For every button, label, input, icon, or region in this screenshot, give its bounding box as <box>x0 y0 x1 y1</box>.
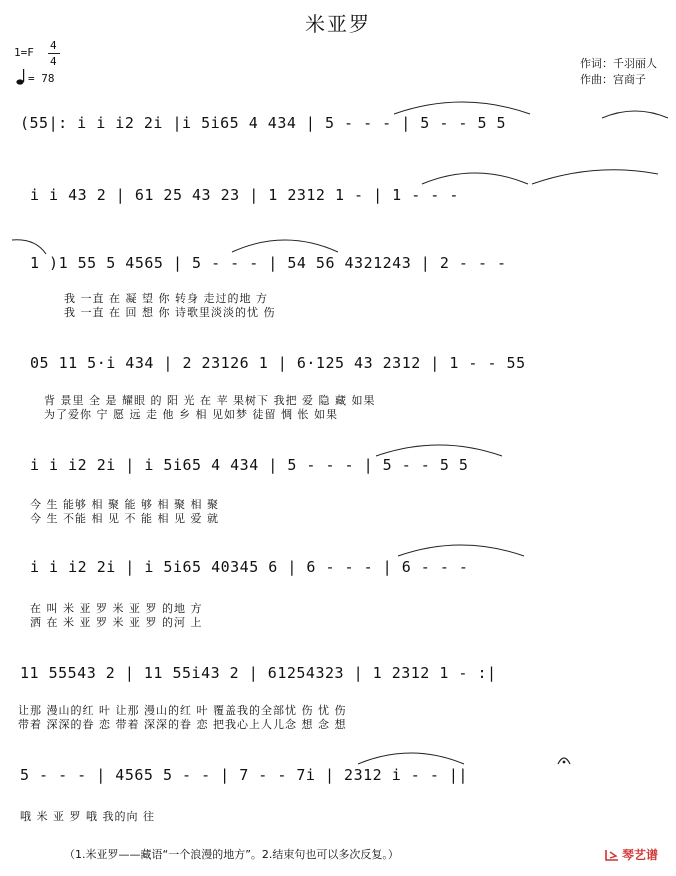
tie-mark <box>600 106 670 120</box>
tie-mark <box>10 236 50 256</box>
time-signature-divider <box>48 53 60 54</box>
time-signature-top: 4 <box>50 39 57 52</box>
lyric-verse-1: 让那 漫山的红 叶 让那 漫山的红 叶 覆盖我的全部忧 伤 忧 伤 <box>18 704 347 717</box>
tempo-marking: = 78 <box>28 72 55 85</box>
notation-line: 11 55543 2 | 11 55i43 2 | 61254323 | 1 2312 1 - :| <box>20 664 497 682</box>
tie-mark <box>420 166 530 186</box>
notation-line: 5 - - - | 4565 5 - - | 7 - - 7i | 2312 i - - || <box>20 766 468 784</box>
composer-credit: 作曲：宫商子 <box>580 73 646 86</box>
lyric-verse-2: 我 一直 在 回 想 你 诗歌里淡淡的忧 伤 <box>64 306 276 319</box>
tie-mark <box>356 746 466 766</box>
tie-mark <box>530 166 660 186</box>
notation-line: 1 )1 55 5 4565 | 5 - - - | 54 56 4321243 | 2 - - - <box>30 254 507 272</box>
tie-mark <box>230 232 340 254</box>
notation-line: i i i2 2i | i 5i65 40345 6 | 6 - - - | 6 - - - <box>30 558 469 576</box>
lyric-verse-2: 今 生 不能 相 见 不 能 相 见 爱 就 <box>30 512 219 525</box>
lyric-verse-1: 今 生 能够 相 聚 能 够 相 聚 相 聚 <box>30 498 219 511</box>
logo-icon <box>604 848 620 862</box>
fermata-icon <box>556 752 572 766</box>
logo-text: 琴艺谱 <box>622 848 659 862</box>
tie-mark <box>392 94 532 116</box>
lyric-verse-1: 在 叫 米 亚 罗 米 亚 罗 的地 方 <box>30 602 203 615</box>
notation-line: i i 43 2 | 61 25 43 23 | 1 2312 1 - | 1 - - - <box>30 186 459 204</box>
notation-line: i i i2 2i | i 5i65 4 434 | 5 - - - | 5 - - 5 5 <box>30 456 469 474</box>
footnote: （1.米亚罗——藏语“一个浪漫的地方”。2.结束句也可以多次反复。） <box>64 848 399 861</box>
lyric-verse-1: 哦 米 亚 罗 哦 我的向 往 <box>20 810 155 823</box>
tie-mark <box>374 438 504 458</box>
lyric-verse-2: 为了爱你 宁 愿 远 走 他 乡 相 见如梦 徒留 惆 怅 如果 <box>44 408 338 421</box>
quarter-note-icon <box>16 68 26 90</box>
song-title: 米亚罗 <box>305 12 371 36</box>
site-logo <box>604 846 658 863</box>
notation-line: 05 11 5·i 434 | 2 23126 1 | 6·125 43 2312 | 1 - - 55 <box>30 354 526 372</box>
notation-line: (55|: i i i2 2i |i 5i65 4 434 | 5 - - - | 5 - - 5 5 <box>20 114 507 132</box>
tie-mark <box>396 538 526 558</box>
lyric-verse-1: 我 一直 在 凝 望 你 转身 走过的地 方 <box>64 292 268 305</box>
key-signature: 1=F <box>14 46 34 59</box>
time-signature-bottom: 4 <box>50 55 57 68</box>
lyric-verse-2: 洒 在 米 亚 罗 米 亚 罗 的河 上 <box>30 616 203 629</box>
lyric-verse-2: 带着 深深的眷 恋 带着 深深的眷 恋 把我心上人儿念 想 念 想 <box>18 718 347 731</box>
lyricist-credit: 作词：千羽丽人 <box>580 57 657 70</box>
lyric-verse-1: 背 景里 全 是 耀眼 的 阳 光 在 苹 果树下 我把 爱 隐 藏 如果 <box>44 394 376 407</box>
